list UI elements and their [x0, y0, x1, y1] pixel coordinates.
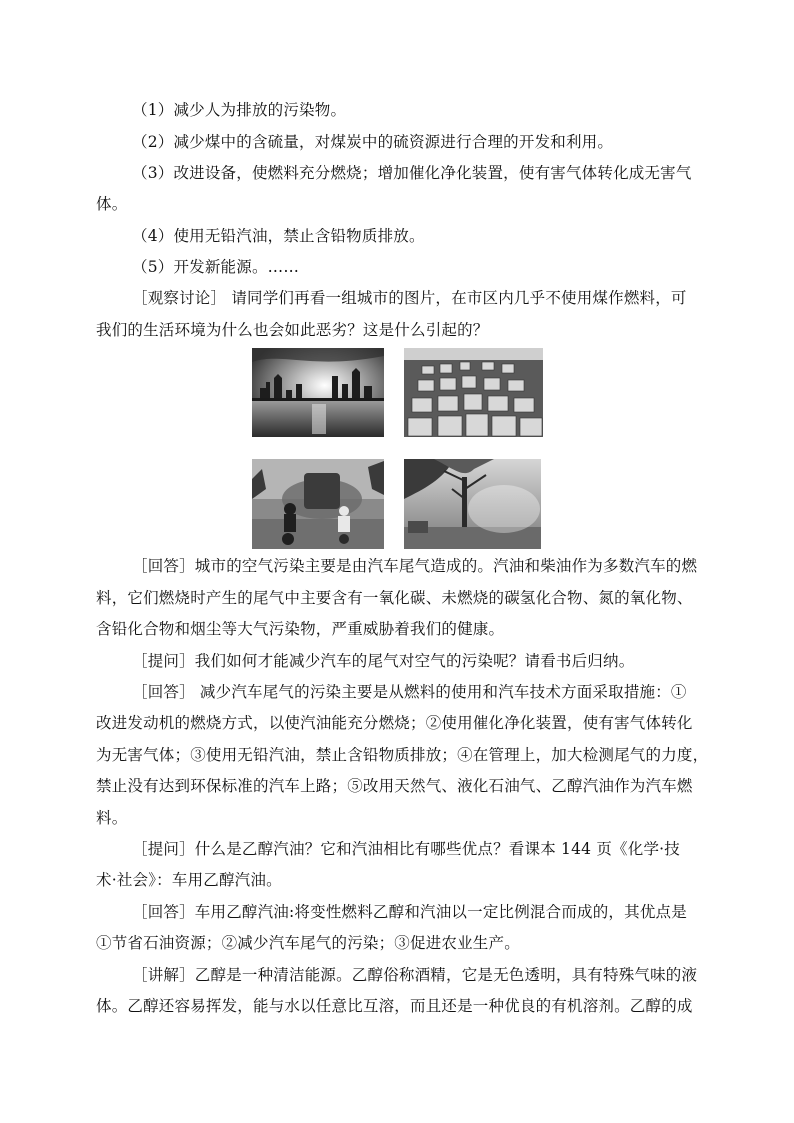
text-line: ［提问］我们如何才能减少汽车的尾气对空气的污染呢？请看书后归纳。	[132, 652, 635, 670]
text-line: 体。	[96, 195, 128, 213]
text-line: 改进发动机的燃烧方式，以使汽油能充分燃烧；②使用催化净化装置，使有害气体转化	[96, 714, 693, 732]
text-line: 我们的生活环境为什么也会如此恶劣？这是什么引起的？	[96, 321, 489, 339]
city-smog-photo	[252, 348, 384, 437]
text-line: （5）开发新能源。……	[132, 258, 300, 276]
text-line: ［提问］什么是乙醇汽油？它和汽油相比有哪些优点？看课本 144 页《化学·技	[132, 840, 680, 858]
text-line: ［讲解］乙醇是一种清洁能源。乙醇俗称酒精，它是无色透明，具有特殊气味的液	[132, 966, 698, 984]
text-line: 为无害气体；③使用无铅汽油，禁止含铅物质排放；④在管理上，加大检测尾气的力度，	[96, 746, 709, 764]
text-line: ①节省石油资源；②减少汽车尾气的污染；③促进农业生产。	[96, 934, 520, 952]
text-line: 含铅化合物和烟尘等大气污染物，严重威胁着我们的健康。	[96, 620, 505, 638]
text-line: （3）改进设备，使燃料充分燃烧；增加催化净化装置，使有害气体转化成无害气	[132, 164, 692, 182]
text-line: （4）使用无铅汽油，禁止含铅物质排放。	[132, 227, 425, 245]
text-line: （2）减少煤中的含硫量，对煤炭中的硫资源进行合理的开发和利用。	[132, 133, 614, 151]
text-line: （1）减少人为排放的污染物。	[132, 101, 347, 119]
text-line: 料。	[96, 809, 128, 827]
text-line: 禁止没有达到环保标准的汽车上路；⑤改用天然气、液化石油气、乙醇汽油作为汽车燃	[96, 777, 693, 795]
foggy-street-photo	[404, 459, 541, 549]
text-line: 料，它们燃烧时产生的尾气中主要含有一氧化碳、未燃烧的碳氢化合物、氮的氧化物、	[96, 589, 693, 607]
text-line: 体。乙醇还容易挥发，能与水以任意比互溶，而且还是一种优良的有机溶剂。乙醇的成	[96, 997, 693, 1015]
text-line: 术·社会》：车用乙醇汽油。	[96, 871, 282, 889]
traffic-jam-photo	[404, 348, 543, 437]
truck-exhaust-photo	[252, 459, 384, 549]
text-line: ［回答］城市的空气污染主要是由汽车尾气造成的。汽油和柴油作为多数汽车的燃	[132, 557, 698, 575]
text-line: ［观察讨论］ 请同学们再看一组城市的图片，在市区内几乎不使用煤作燃料，可	[132, 289, 687, 307]
text-line: ［回答］车用乙醇汽油:将变性燃料乙醇和汽油以一定比例混合而成的，其优点是	[132, 903, 687, 921]
text-line: ［回答］ 减少汽车尾气的污染主要是从燃料的使用和汽车技术方面采取措施：①	[132, 683, 687, 701]
